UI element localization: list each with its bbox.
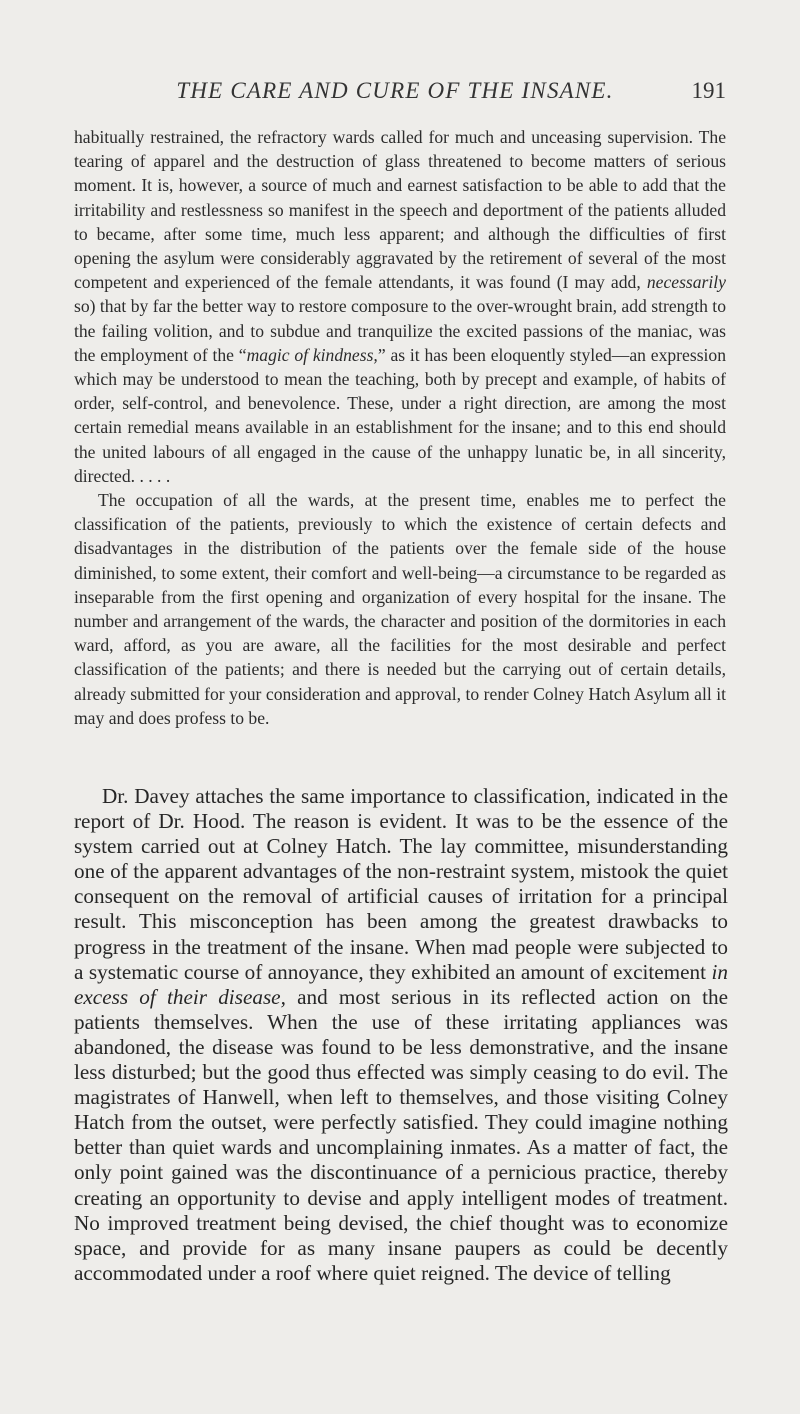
quote-italic-necessarily: necessarily xyxy=(646,272,726,293)
quote-text: ” as it has been eloquently styled—an expression which may be understood to mean the teaching, both by precept and example, of habits of order, self-control, and benevolence. These, under a right direction, are among the most certain remedial means available in an establishment for the insane; and to this end should the united labours of all engaged in the cause of the unhappy lunatic be, in all sincerity, directed. . . . . xyxy=(74,344,727,486)
body-paragraph xyxy=(74,784,728,1286)
quote-text: habitually restrained, the refractory wards called for much and unceasing supervision. The tearing of apparel and the destruction of glass threatened to become matters of serious moment. It is, however, a source of much and earnest satisfaction to be able to add that the irritability and restlessness so manifest in the speech and deportment of the patients alluded to became, after some time, much less apparent; and although the difficulties of first opening the asylum were considerably aggravated by the retirement of several of the most competent and experienced of the female attendants, it was found (I may add, xyxy=(74,127,726,293)
body-italic-in-excess: in excess of their disease, xyxy=(74,959,728,1009)
main-text xyxy=(74,784,728,1286)
quote-paragraph-1 xyxy=(74,125,726,488)
quote-paragraph-2: The occupation of all the wards, at the present time, enables me to perfect the classification of the patients, previously to which the existence of certain defects and disadvantages in the distribution of the patients over the female side of the house diminished, to some extent, their comfort and well-being—a circumstance to be regarded as inseparable from the first opening and organization of every hospital for the insane. The number and arrangement of the wards, the character and position of the dormitories in each ward, afford, as you are aware, all the facilities for the most desirable and perfect classification of the patients; and there is needed but the carrying out of certain details, already submitted for your consideration and approval, to render Colney Hatch Asylum all it may and does profess to be. xyxy=(74,490,726,728)
body-text: and most serious in its reflected action on the patients themselves. When the use of these irritating appliances was abandoned, the disease was found to be less demonstrative, and the insane less disturbed; but the good thus effected was simply ceasing to do evil. The magistrates of Hanwell, when left to themselves, and those visiting Colney Hatch from the outset, were perfectly satisfied. They could imagine nothing better than quiet wards and uncomplaining inmates. As a matter of fact, the only point gained was the discontinuance of a pernicious practice, thereby creating an opportunity to devise and apply intelligent modes of treatment. No improved treatment being devised, the chief thought was to economize space, and provide for as many insane paupers as could be decently accommodated under a roof where quiet reigned. The device of telling xyxy=(74,984,728,1285)
running-title: THE CARE AND CURE OF THE INSANE. xyxy=(176,78,614,103)
quote-text: so) that by far the better way to restore composure to the over-wrought brain, add strength to the failing volition, and to subdue and tranquilize the excited passions of the maniac, was the employment of the “ xyxy=(74,296,726,365)
body-text: Dr. Davey attaches the same importance to classification, indicated in the report of Dr. Hood. The reason is evident. It was to be the essence of the system carried out at Colney Hatch. The lay committee, misunderstanding one of the apparent advantages of the non-restraint system, mistook the quiet consequent on the removal of artificial causes of irritation for a principal result. This misconception has been among the greatest drawbacks to progress in the treatment of the insane. When mad people were subjected to a systematic course of annoyance, they exhibited an amount of excitement xyxy=(74,784,728,984)
quote-italic-magic-of-kindness: magic of kindness, xyxy=(246,344,378,365)
quoted-report-block xyxy=(74,125,726,730)
page-number: 191 xyxy=(691,78,726,103)
running-header xyxy=(74,78,726,108)
